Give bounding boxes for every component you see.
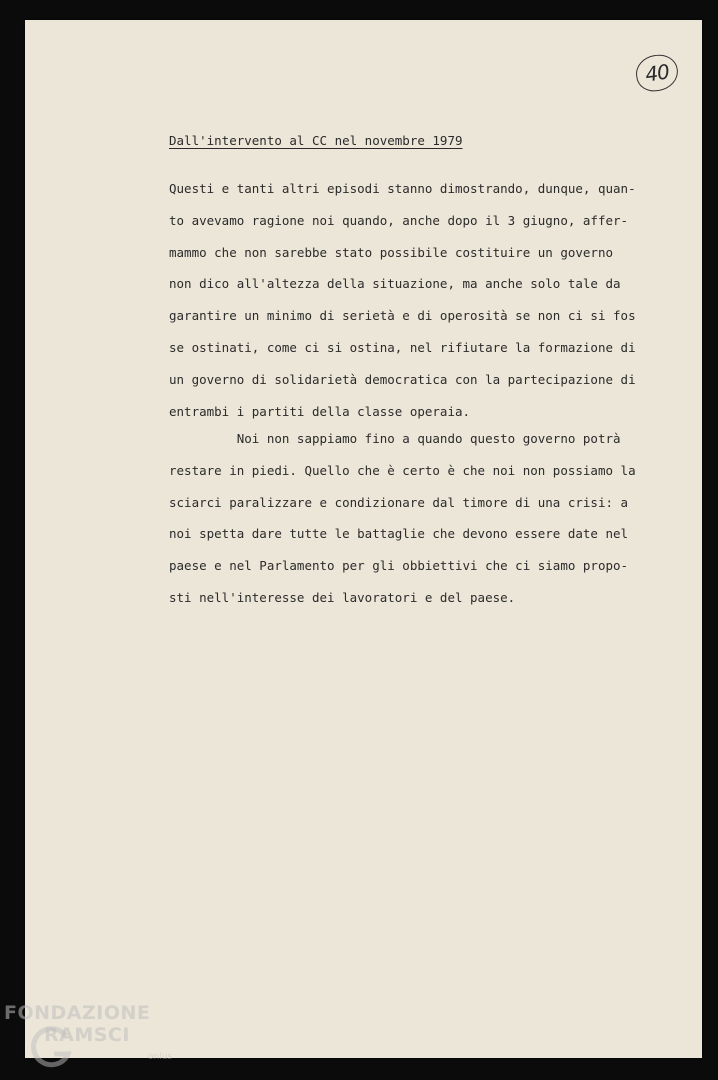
text-line: Questi e tanti altri episodi stanno dimostrando, dunque, quan- [169, 181, 636, 196]
text-line: to avevamo ragione noi quando, anche dopo il 3 giugno, affer- [169, 212, 629, 228]
text-line: un governo di solidarietà democratica con la partecipazione di [169, 371, 636, 387]
paragraph-1 [169, 180, 689, 434]
text-line: mammo che non sarebbe stato possibile costituire un governo [169, 244, 614, 260]
text-line: Noi non sappiamo fino a quando questo governo potrà [169, 431, 621, 446]
text-line: entrambi i partiti della classe operaia. [169, 403, 471, 419]
page-number-annotation: 40 [634, 52, 681, 93]
text-line: sciarci paralizzare e condizionare dal timore di una crisi: a [169, 494, 629, 510]
text-line: garantire un minimo di serietà e di operosità se non ci si fos [169, 308, 636, 324]
watermark-line-3: onlus [148, 1052, 173, 1062]
text-line: paese e nel Parlamento per gli obbiettivi che ci siamo propo- [169, 558, 629, 574]
watermark-line-2: RAMSCI [44, 1024, 130, 1046]
watermark-line-1: FONDAZIONE [4, 1002, 151, 1024]
text-line: noi spetta dare tutte le battaglie che devono essere date nel [169, 526, 629, 542]
text-line: non dico all'altezza della situazione, ma anche solo tale da [169, 276, 621, 292]
paragraph-2 [169, 430, 689, 621]
text-line: sti nell'interesse dei lavoratori e del paese. [169, 589, 516, 605]
text-line: se ostinati, come ci si ostina, nel rifiutare la formazione di [169, 339, 636, 355]
text-line: restare in piedi. Quello che è certo è che noi non possiamo la [169, 462, 636, 478]
fondazione-gramsci-watermark [4, 1002, 184, 1078]
document-title: Dall'intervento al CC nel novembre 1979 [169, 133, 463, 148]
